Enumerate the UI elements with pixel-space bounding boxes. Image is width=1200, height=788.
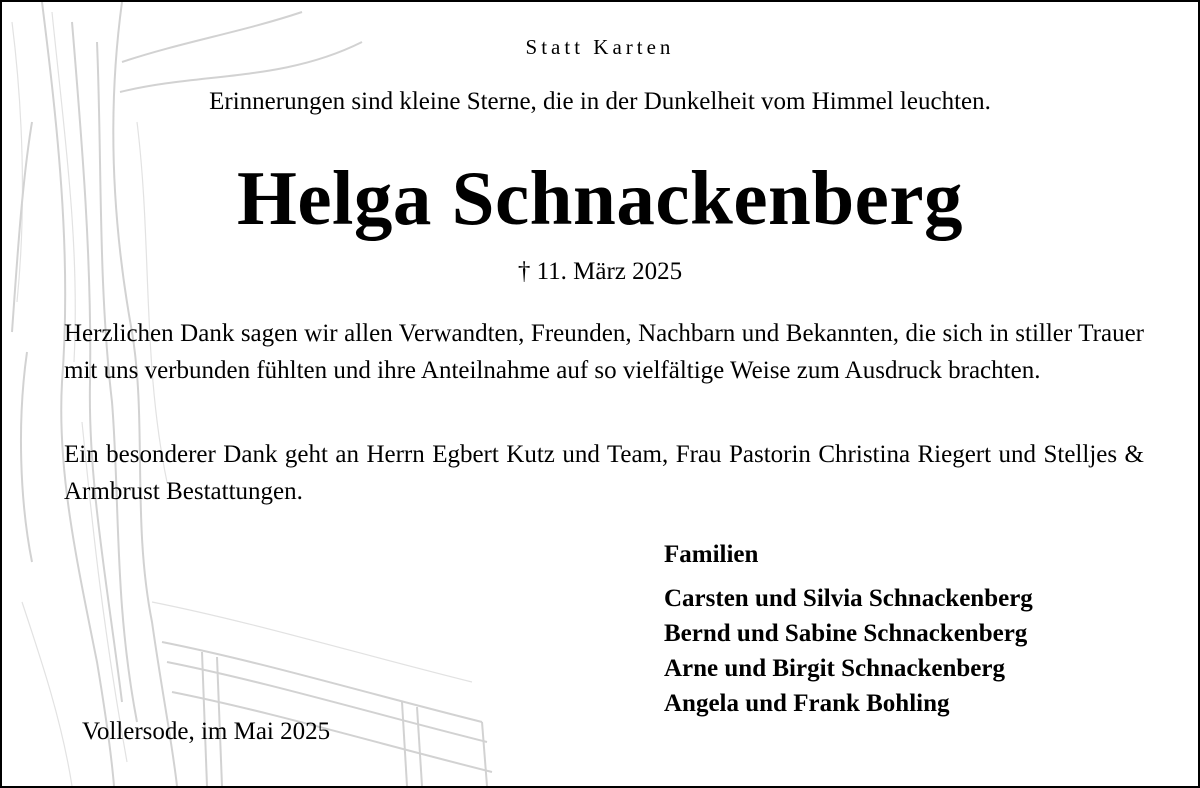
statt-karten-header: Statt Karten [525, 35, 675, 59]
thanks-paragraph: Herzlichen Dank sagen wir allen Verwandten, Freunden, Nachbarn und Bekannten, die sich in stiller Trauer mit uns verbunden fühlten und ihre Anteilnahme auf so vielfältige Weise zum Ausdruck brachten. [64, 320, 1144, 384]
family-member: Bernd und Sabine Schnackenberg [664, 620, 1028, 647]
deceased-name: Helga Schnackenberg [236, 155, 964, 241]
death-date: † 11. März 2025 [517, 258, 683, 285]
place-and-date: Vollersode, im Mai 2025 [82, 718, 331, 745]
family-member: Angela und Frank Bohling [664, 690, 950, 717]
family-title: Familien [664, 541, 759, 568]
motto-quote: Erinnerungen sind kleine Sterne, die in der Dunkelheit vom Himmel leuchten. [209, 88, 991, 115]
family-member: Carsten und Silvia Schnackenberg [664, 585, 1033, 612]
special-thanks-paragraph: Ein besonderer Dank geht an Herrn Egbert Kutz und Team, Frau Pastorin Christina Riegert und Stelljes & Armbrust Bestattungen. [64, 441, 1144, 505]
family-member: Arne und Birgit Schnackenberg [664, 655, 1006, 682]
family-signature-block [664, 537, 1033, 721]
